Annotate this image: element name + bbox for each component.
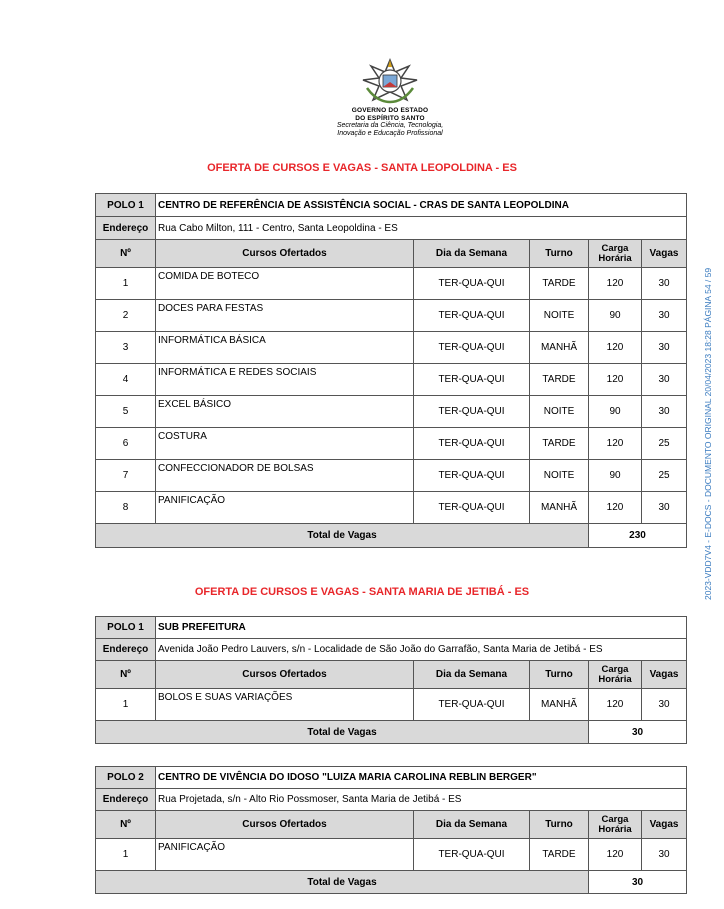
col-turn: Turno	[530, 661, 589, 689]
table-row	[96, 300, 687, 332]
row-day: TER-QUA-QUI	[414, 460, 530, 492]
polo-label: POLO 1	[96, 194, 156, 217]
government-logo	[310, 58, 470, 137]
row-turn: NOITE	[530, 396, 589, 428]
row-course: DOCES PARA FESTAS	[156, 300, 414, 332]
address-value: Rua Projetada, s/n - Alto Rio Possmoser, Santa Maria de Jetibá - ES	[156, 789, 687, 811]
polo-label: POLO 2	[96, 767, 156, 789]
row-vagas: 30	[642, 300, 687, 332]
table-row	[96, 268, 687, 300]
row-carga: 120	[589, 332, 642, 364]
row-num: 8	[96, 492, 156, 524]
section-title-jetiba: OFERTA DE CURSOS E VAGAS - SANTA MARIA DE JETIBÁ - ES	[194, 586, 530, 598]
col-vagas: Vagas	[642, 661, 687, 689]
row-turn: MANHÃ	[530, 332, 589, 364]
row-turn: MANHÃ	[530, 492, 589, 524]
row-num: 4	[96, 364, 156, 396]
address-label: Endereço	[96, 217, 156, 240]
col-day: Dia da Semana	[414, 811, 530, 839]
col-day: Dia da Semana	[414, 240, 530, 268]
row-day: TER-QUA-QUI	[414, 364, 530, 396]
col-day: Dia da Semana	[414, 661, 530, 689]
row-turn: TARDE	[530, 839, 589, 871]
polo-name: CENTRO DE REFERÊNCIA DE ASSISTÊNCIA SOCIAL - CRAS DE SANTA LEOPOLDINA	[156, 194, 687, 217]
row-course: EXCEL BÁSICO	[156, 396, 414, 428]
row-vagas: 30	[642, 839, 687, 871]
row-day: TER-QUA-QUI	[414, 839, 530, 871]
row-course: PANIFICAÇÃO	[156, 839, 414, 871]
secretaria-line2: Inovação e Educação Profissional	[337, 129, 443, 137]
col-num: Nº	[96, 240, 156, 268]
col-turn: Turno	[530, 811, 589, 839]
total-label: Total de Vagas	[96, 721, 589, 744]
polo-name: SUB PREFEITURA	[156, 617, 687, 639]
row-day: TER-QUA-QUI	[414, 396, 530, 428]
row-num: 1	[96, 839, 156, 871]
table-jetiba-polo1	[95, 616, 687, 744]
row-carga: 120	[589, 428, 642, 460]
row-carga: 90	[589, 460, 642, 492]
row-vagas: 30	[642, 689, 687, 721]
col-carga: Carga Horária	[589, 661, 642, 689]
col-turn: Turno	[530, 240, 589, 268]
row-turn: NOITE	[530, 460, 589, 492]
col-carga: Carga Horária	[589, 240, 642, 268]
row-course: CONFECCIONADOR DE BOLSAS	[156, 460, 414, 492]
gov-name-line1: GOVERNO DO ESTADO	[351, 107, 429, 114]
row-turn: MANHÃ	[530, 689, 589, 721]
row-course: COMIDA DE BOTECO	[156, 268, 414, 300]
total-value: 30	[589, 721, 687, 744]
row-day: TER-QUA-QUI	[414, 268, 530, 300]
table-jetiba-polo2	[95, 766, 687, 894]
row-num: 5	[96, 396, 156, 428]
row-num: 1	[96, 268, 156, 300]
row-day: TER-QUA-QUI	[414, 300, 530, 332]
address-label: Endereço	[96, 639, 156, 661]
row-num: 6	[96, 428, 156, 460]
row-turn: NOITE	[530, 300, 589, 332]
total-value: 30	[589, 871, 687, 894]
table-leopoldina	[95, 193, 687, 548]
col-num: Nº	[96, 661, 156, 689]
col-course: Cursos Ofertados	[156, 240, 414, 268]
row-day: TER-QUA-QUI	[414, 492, 530, 524]
gov-name-line2: DO ESPÍRITO SANTO	[355, 115, 425, 122]
address-value: Avenida João Pedro Lauvers, s/n - Localidade de São João do Garrafão, Santa Maria de Jetibá - ES	[156, 639, 687, 661]
row-carga: 120	[589, 689, 642, 721]
address-label: Endereço	[96, 789, 156, 811]
col-vagas: Vagas	[642, 240, 687, 268]
row-day: TER-QUA-QUI	[414, 428, 530, 460]
document-stamp: 2023-VDD7V4 - E-DOCS - DOCUMENTO ORIGINAL 20/04/2023 18:28 PÁGINA 54 / 59	[703, 267, 713, 600]
col-carga: Carga Horária	[589, 811, 642, 839]
polo-label: POLO 1	[96, 617, 156, 639]
row-turn: TARDE	[530, 364, 589, 396]
table-row	[96, 492, 687, 524]
row-num: 7	[96, 460, 156, 492]
row-vagas: 25	[642, 460, 687, 492]
address-value: Rua Cabo Milton, 111 - Centro, Santa Leopoldina - ES	[156, 217, 687, 240]
row-vagas: 30	[642, 492, 687, 524]
col-vagas: Vagas	[642, 811, 687, 839]
row-course: COSTURA	[156, 428, 414, 460]
section-title-leopoldina: OFERTA DE CURSOS E VAGAS - SANTA LEOPOLDINA - ES	[207, 162, 517, 174]
table-row	[96, 460, 687, 492]
row-carga: 120	[589, 268, 642, 300]
row-course: INFORMÁTICA BÁSICA	[156, 332, 414, 364]
col-course: Cursos Ofertados	[156, 661, 414, 689]
total-value: 230	[589, 524, 687, 548]
table-row	[96, 689, 687, 721]
row-num: 3	[96, 332, 156, 364]
table-row	[96, 396, 687, 428]
coat-of-arms-icon	[359, 58, 421, 106]
row-course: INFORMÁTICA E REDES SOCIAIS	[156, 364, 414, 396]
row-course: PANIFICAÇÃO	[156, 492, 414, 524]
table-row	[96, 332, 687, 364]
row-vagas: 30	[642, 268, 687, 300]
row-carga: 90	[589, 300, 642, 332]
row-day: TER-QUA-QUI	[414, 332, 530, 364]
row-turn: TARDE	[530, 268, 589, 300]
col-num: Nº	[96, 811, 156, 839]
secretaria-line1: Secretaria da Ciência, Tecnologia,	[336, 122, 444, 129]
row-turn: TARDE	[530, 428, 589, 460]
row-course: BOLOS E SUAS VARIAÇÕES	[156, 689, 414, 721]
row-num: 2	[96, 300, 156, 332]
row-carga: 120	[589, 492, 642, 524]
row-vagas: 30	[642, 364, 687, 396]
row-vagas: 25	[642, 428, 687, 460]
table-row	[96, 839, 687, 871]
row-vagas: 30	[642, 396, 687, 428]
total-label: Total de Vagas	[96, 524, 589, 548]
table-row	[96, 428, 687, 460]
row-carga: 120	[589, 364, 642, 396]
col-course: Cursos Ofertados	[156, 811, 414, 839]
row-num: 1	[96, 689, 156, 721]
row-vagas: 30	[642, 332, 687, 364]
polo-name: CENTRO DE VIVÊNCIA DO IDOSO "LUIZA MARIA CAROLINA REBLIN BERGER"	[156, 767, 687, 789]
row-carga: 120	[589, 839, 642, 871]
table-row	[96, 364, 687, 396]
total-label: Total de Vagas	[96, 871, 589, 894]
row-carga: 90	[589, 396, 642, 428]
row-day: TER-QUA-QUI	[414, 689, 530, 721]
